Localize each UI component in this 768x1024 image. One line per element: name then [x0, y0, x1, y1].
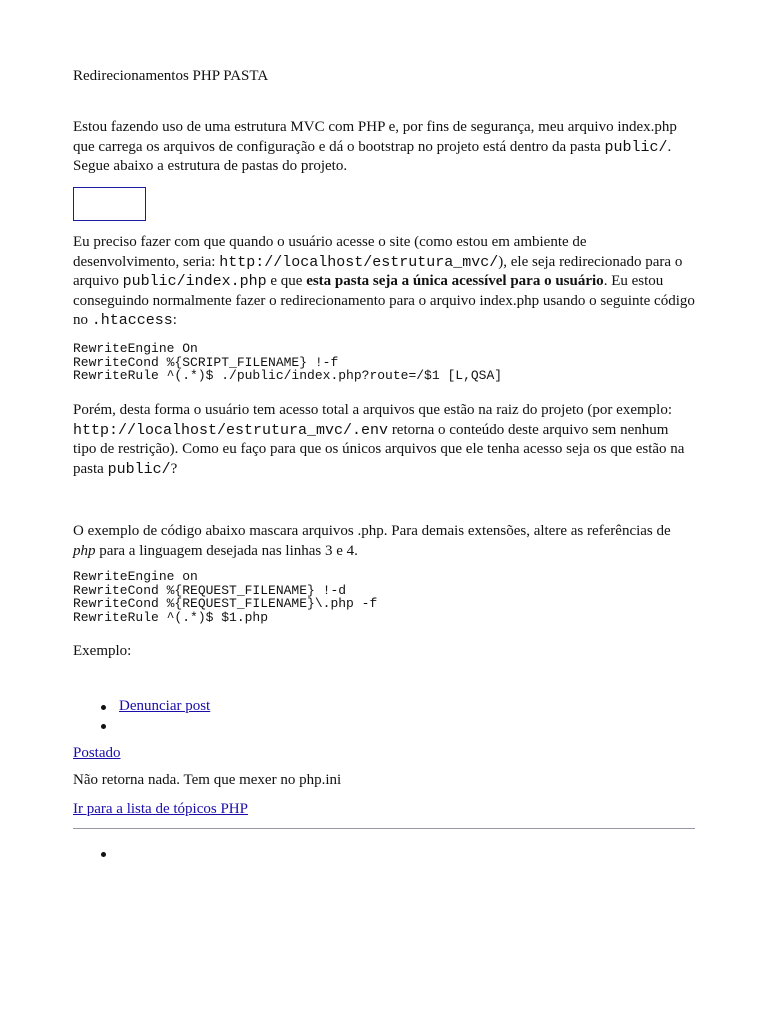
- inline-code-public: public/: [604, 138, 668, 156]
- question-text: Eu preciso fazer com que quando o usuário acesse o site (como estou em ambiente de desenvolvimento, seria:: [73, 234, 587, 270]
- list-item: [73, 844, 119, 863]
- back-link-line: [73, 800, 695, 820]
- question-text: . Eu estou conseguindo normalmente fazer o redirecionamento para o arquivo index.php usando o seguinte código no: [73, 273, 695, 328]
- htaccess-code-block-2: RewriteEngine on RewriteCond %{REQUEST_FILENAME} !-d RewriteCond %{REQUEST_FILENAME}\.php -f RewriteRule ^(.*)$ $1.php: [73, 569, 378, 626]
- htaccess-code-block-1: RewriteEngine On RewriteCond %{SCRIPT_FILENAME} !-f RewriteRule ^(.*)$ ./public/index.php?route=/$1 [L,QSA]: [73, 341, 503, 384]
- inline-code-localhost-url: http://localhost/estrutura_mvc/: [219, 253, 499, 271]
- emphasis-text: esta pasta seja a única acessível para o usuário: [306, 273, 604, 289]
- question-paragraph-3: [73, 401, 695, 479]
- footer-list: [73, 844, 119, 863]
- question-text: Estou fazendo uso de uma estrutura MVC com PHP e, por fins de segurança, meu arquivo index.php que carrega os arquivos de configuração e dá o bootstrap no projeto está dentro da pasta: [73, 119, 677, 155]
- inline-code-htaccess: .htaccess: [91, 312, 173, 329]
- list-item: [73, 697, 210, 716]
- question-text: e que: [266, 273, 307, 289]
- question-text: ?: [170, 460, 178, 477]
- inline-code-public: public/: [107, 460, 171, 478]
- italic-text: php: [73, 542, 96, 559]
- posted-line: [73, 744, 695, 764]
- inline-code-public-index: public/index.php: [122, 273, 267, 290]
- post-actions-list: [73, 697, 210, 735]
- answer-paragraph-1: [73, 522, 695, 561]
- question-text: retorna o conteúdo deste arquivo sem nenhum tipo de restrição). Como eu faço para que os únicos arquivos que ele tenha acesso seja os que estão na pasta: [73, 421, 685, 477]
- report-post-link[interactable]: Denunciar post: [119, 698, 211, 714]
- posted-link[interactable]: Postado: [73, 745, 121, 761]
- inline-code-env-url: http://localhost/estrutura_mvc/.env: [73, 421, 389, 439]
- back-to-topics-link[interactable]: Ir para a lista de tópicos PHP: [73, 801, 248, 817]
- question-text: Porém, desta forma o usuário tem acesso total a arquivos que estão na raiz do projeto (por exemplo:: [73, 402, 672, 418]
- list-item: [73, 716, 210, 735]
- question-paragraph-1: [73, 118, 695, 177]
- question-text: . Segue abaixo a estrutura de pastas do projeto.: [73, 138, 672, 174]
- question-paragraph-2: [73, 233, 695, 331]
- example-label: Exemplo:: [73, 643, 132, 659]
- question-text: ), ele seja redirecionado para o arquivo: [73, 253, 683, 289]
- comment-text: Não retorna nada. Tem que mexer no php.ini: [73, 772, 342, 788]
- question-text: :: [172, 312, 177, 328]
- answer-text: para a linguagem desejada nas linhas 3 e 4.: [95, 542, 358, 559]
- folder-structure-image-placeholder[interactable]: [73, 187, 146, 221]
- page-title: Redirecionamentos PHP PASTA: [73, 68, 269, 84]
- answer-text: O exemplo de código abaixo mascara arquivos .php. Para demais extensões, altere as referências de: [73, 523, 671, 539]
- divider: [73, 828, 695, 829]
